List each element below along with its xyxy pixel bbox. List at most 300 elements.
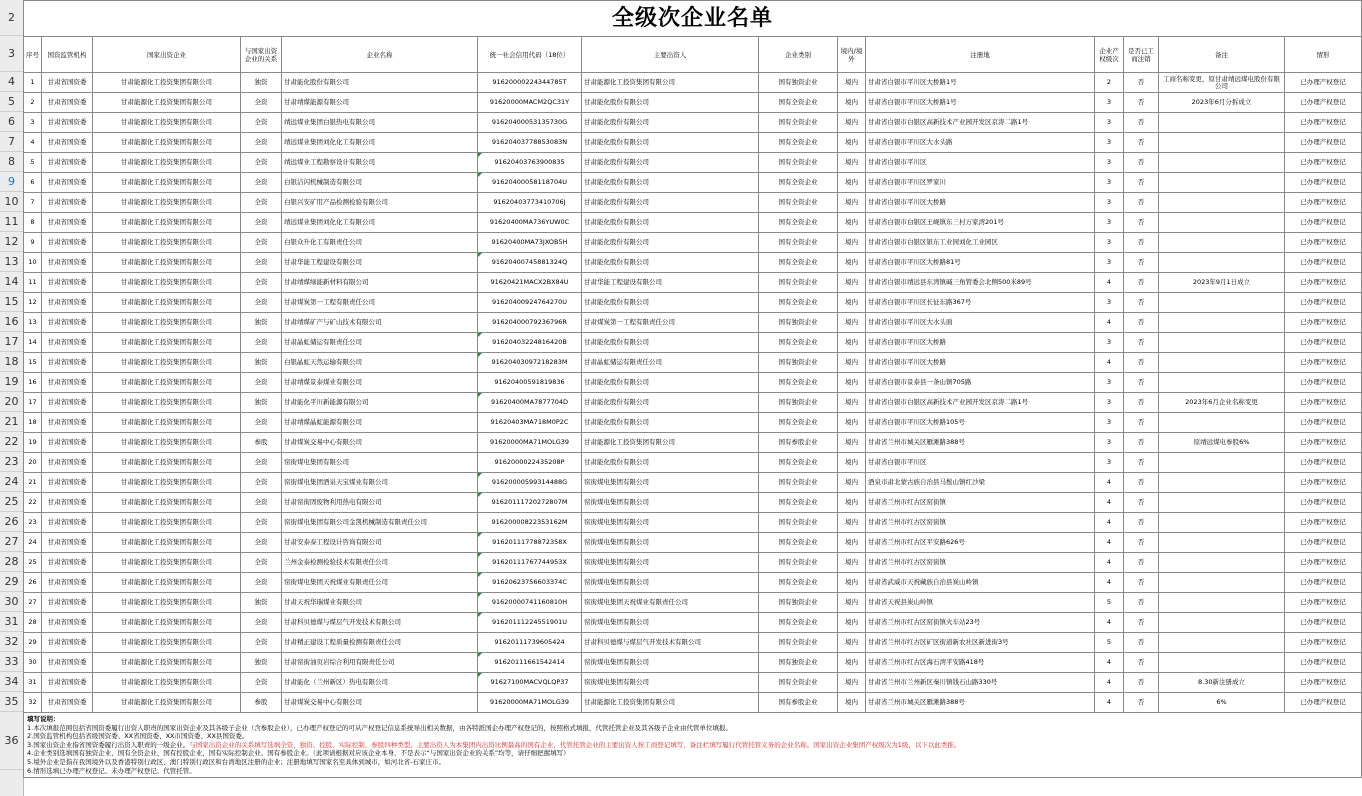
table-cell[interactable]: 已办理产权登记 (1285, 433, 1362, 453)
table-cell[interactable]: 甘肃窑街固废物利用热电有限公司 (282, 493, 478, 513)
table-cell[interactable]: 白银众升化工有限责任公司 (282, 233, 478, 253)
table-cell[interactable] (1159, 513, 1285, 533)
table-cell[interactable]: 28 (24, 613, 42, 633)
table-cell[interactable]: 国有全资企业 (759, 373, 838, 393)
table-cell[interactable]: 甘肃煤炭第一工程有限责任公司 (282, 293, 478, 313)
table-cell[interactable]: 全资 (241, 513, 282, 533)
table-cell[interactable]: 工商名称变更，原甘肃靖远煤电股份有限公司 (1159, 73, 1285, 93)
table-cell[interactable]: 甘肃省国资委 (42, 413, 93, 433)
column-header[interactable]: 境内/境外 (838, 37, 866, 73)
table-cell[interactable]: 甘肃省国资委 (42, 453, 93, 473)
table-cell[interactable]: 窑街煤电集团天祝煤业有限责任公司 (282, 573, 478, 593)
row-number[interactable]: 9 (0, 172, 23, 192)
table-cell[interactable]: 酒泉市肃北蒙古族自治县马鬃山镇红沙梁 (866, 473, 1095, 493)
table-cell[interactable] (1159, 593, 1285, 613)
table-cell[interactable]: 境内 (838, 633, 866, 653)
table-cell[interactable]: 8.30新注册成立 (1159, 673, 1285, 693)
table-cell[interactable]: 境内 (838, 353, 866, 373)
table-cell[interactable]: 甘肃华能工程建设有限公司 (282, 253, 478, 273)
table-cell[interactable]: 境内 (838, 433, 866, 453)
table-cell[interactable]: 全资 (241, 613, 282, 633)
table-cell[interactable]: 甘肃安泰泰工程设计咨询有限公司 (282, 533, 478, 553)
table-cell[interactable]: 否 (1124, 373, 1159, 393)
table-cell[interactable]: 4 (1095, 653, 1124, 673)
table-cell[interactable]: 甘肃能化股份有限公司 (582, 153, 759, 173)
table-cell[interactable]: 否 (1124, 133, 1159, 153)
table-cell[interactable]: 窑街煤电集团有限公司 (582, 673, 759, 693)
row-number[interactable]: 7 (0, 132, 23, 152)
table-cell[interactable]: 否 (1124, 513, 1159, 533)
table-cell[interactable]: 否 (1124, 253, 1159, 273)
table-cell[interactable]: 境内 (838, 233, 866, 253)
table-cell[interactable]: 全资 (241, 193, 282, 213)
table-cell[interactable]: 国有独资企业 (759, 353, 838, 373)
row-number[interactable]: 36 (0, 712, 23, 770)
row-number[interactable]: 18 (0, 352, 23, 372)
table-cell[interactable]: 国有独资企业 (759, 73, 838, 93)
table-cell[interactable]: 91620623756603374C (478, 573, 582, 593)
table-cell[interactable]: 境内 (838, 313, 866, 333)
column-header[interactable]: 主要出资人 (582, 37, 759, 73)
table-cell[interactable]: 靖远煤业集团刘化化工有限公司 (282, 213, 478, 233)
table-cell[interactable]: 甘肃省白银市平川区大桥路 (866, 333, 1095, 353)
column-header[interactable]: 国资监管机构 (42, 37, 93, 73)
table-cell[interactable]: 甘肃省兰州市红古区平安路626号 (866, 533, 1095, 553)
table-cell[interactable]: 3 (1095, 333, 1124, 353)
row-number[interactable]: 32 (0, 632, 23, 652)
table-cell[interactable]: 白银洁闪机械制造有限公司 (282, 173, 478, 193)
table-cell[interactable] (1159, 613, 1285, 633)
table-cell[interactable]: 3 (1095, 93, 1124, 113)
table-cell[interactable]: 否 (1124, 273, 1159, 293)
table-cell[interactable]: 否 (1124, 613, 1159, 633)
table-cell[interactable]: 已办理产权登记 (1285, 193, 1362, 213)
table-cell[interactable]: 原靖远煤电参股6% (1159, 433, 1285, 453)
table-cell[interactable]: 91620403097218283M (478, 353, 582, 373)
table-cell[interactable]: 甘肃天祝华瑞煤业有限公司 (282, 593, 478, 613)
table-cell[interactable]: 否 (1124, 393, 1159, 413)
table-cell[interactable]: 国有全资企业 (759, 173, 838, 193)
table-cell[interactable]: 甘肃省国资委 (42, 293, 93, 313)
table-cell[interactable]: 国有全资企业 (759, 133, 838, 153)
table-cell[interactable]: 否 (1124, 233, 1159, 253)
row-number[interactable]: 15 (0, 292, 23, 312)
table-cell[interactable]: 4 (24, 133, 42, 153)
table-cell[interactable]: 参股 (241, 693, 282, 713)
table-cell[interactable]: 否 (1124, 453, 1159, 473)
row-number[interactable]: 29 (0, 572, 23, 592)
table-cell[interactable]: 甘肃能源化工投资集团有限公司 (93, 273, 241, 293)
table-cell[interactable] (1159, 533, 1285, 553)
table-cell[interactable]: 全资 (241, 533, 282, 553)
table-cell[interactable]: 甘肃能源化工投资集团有限公司 (93, 233, 241, 253)
column-header[interactable]: 是否已工商注销 (1124, 37, 1159, 73)
table-cell[interactable] (1159, 133, 1285, 153)
table-cell[interactable]: 国有全资企业 (759, 553, 838, 573)
table-cell[interactable]: 窑街煤电集团有限公司 (582, 513, 759, 533)
table-cell[interactable]: 已办理产权登记 (1285, 133, 1362, 153)
table-cell[interactable] (1159, 413, 1285, 433)
row-number[interactable]: 35 (0, 692, 23, 712)
column-header[interactable]: 国家出资企业 (93, 37, 241, 73)
table-cell[interactable]: 3 (1095, 253, 1124, 273)
table-cell[interactable]: 已办理产权登记 (1285, 553, 1362, 573)
table-cell[interactable]: 否 (1124, 493, 1159, 513)
table-cell[interactable]: 甘肃省国资委 (42, 213, 93, 233)
table-cell[interactable]: 甘肃靖煤绿能新材料有限公司 (282, 273, 478, 293)
table-cell[interactable]: 2023年6月企业名称变更 (1159, 393, 1285, 413)
table-cell[interactable]: 国有全资企业 (759, 193, 838, 213)
table-cell[interactable]: 13 (24, 313, 42, 333)
table-cell[interactable]: 4 (1095, 673, 1124, 693)
table-cell[interactable]: 21 (24, 473, 42, 493)
table-cell[interactable]: 甘肃省兰州市城关区雁滩路388号 (866, 433, 1095, 453)
table-cell[interactable]: 境内 (838, 393, 866, 413)
table-cell[interactable]: 甘肃窑街油页岩综合利用有限责任公司 (282, 653, 478, 673)
table-cell[interactable]: 91620000MACM2QC31Y (478, 93, 582, 113)
column-header[interactable]: 统一社会信用代码（18位） (478, 37, 582, 73)
table-cell[interactable]: 国有全资企业 (759, 273, 838, 293)
table-cell[interactable]: 靖远煤业工程勘察设计有限公司 (282, 153, 478, 173)
table-cell[interactable]: 3 (1095, 433, 1124, 453)
table-cell[interactable]: 国有全资企业 (759, 493, 838, 513)
table-cell[interactable]: 甘肃省兰州市兰州新区秦川镇钱石山路330号 (866, 673, 1095, 693)
row-number[interactable]: 23 (0, 452, 23, 472)
table-cell[interactable]: 甘肃省国资委 (42, 593, 93, 613)
table-cell[interactable]: 15 (24, 353, 42, 373)
table-cell[interactable]: 境内 (838, 293, 866, 313)
table-cell[interactable]: 3 (1095, 293, 1124, 313)
table-cell[interactable]: 甘肃省国资委 (42, 133, 93, 153)
table-cell[interactable]: 甘肃省天祝县炭山岭镇 (866, 593, 1095, 613)
table-cell[interactable]: 国有全资企业 (759, 673, 838, 693)
table-cell[interactable]: 19 (24, 433, 42, 453)
table-cell[interactable]: 甘肃省白银市平川区长征东路367号 (866, 293, 1095, 313)
table-cell[interactable]: 甘肃省国资委 (42, 73, 93, 93)
table-cell[interactable]: 甘肃省国资委 (42, 393, 93, 413)
table-cell[interactable]: 国有全资企业 (759, 473, 838, 493)
table-cell[interactable]: 已办理产权登记 (1285, 453, 1362, 473)
table-cell[interactable]: 否 (1124, 93, 1159, 113)
table-cell[interactable]: 境内 (838, 513, 866, 533)
table-cell[interactable]: 否 (1124, 213, 1159, 233)
table-cell[interactable]: 甘肃省白银市平川区 (866, 453, 1095, 473)
table-cell[interactable]: 甘肃省国资委 (42, 93, 93, 113)
table-cell[interactable]: 境内 (838, 173, 866, 193)
table-cell[interactable]: 甘肃省国资委 (42, 673, 93, 693)
table-cell[interactable]: 4 (1095, 533, 1124, 553)
table-cell[interactable]: 境内 (838, 213, 866, 233)
table-cell[interactable]: 8 (24, 213, 42, 233)
table-cell[interactable]: 甘肃晶虹储运有限责任公司 (282, 333, 478, 353)
table-cell[interactable]: 甘肃能源化工投资集团有限公司 (582, 73, 759, 93)
table-cell[interactable]: 甘肃能源化工投资集团有限公司 (93, 353, 241, 373)
table-cell[interactable]: 独资 (241, 393, 282, 413)
table-cell[interactable] (1159, 193, 1285, 213)
table-cell[interactable]: 甘肃省白银市平川区大桥路81号 (866, 253, 1095, 273)
table-cell[interactable]: 独资 (241, 313, 282, 333)
table-cell[interactable]: 否 (1124, 353, 1159, 373)
table-cell[interactable]: 91620400745881324Q (478, 253, 582, 273)
table-cell[interactable]: 2023年9月1日成立 (1159, 273, 1285, 293)
table-cell[interactable]: 甘肃能源化工投资集团有限公司 (93, 93, 241, 113)
table-cell[interactable]: 已办理产权登记 (1285, 533, 1362, 553)
table-cell[interactable]: 甘肃能源化工投资集团有限公司 (93, 173, 241, 193)
table-cell[interactable]: 5 (1095, 633, 1124, 653)
table-cell[interactable]: 9162000022435208P (478, 453, 582, 473)
table-cell[interactable]: 甘肃省国资委 (42, 313, 93, 333)
table-cell[interactable]: 否 (1124, 673, 1159, 693)
table-cell[interactable]: 甘肃省国资委 (42, 553, 93, 573)
table-cell[interactable]: 全资 (241, 633, 282, 653)
row-number[interactable]: 22 (0, 432, 23, 452)
table-cell[interactable]: 境内 (838, 693, 866, 713)
table-cell[interactable]: 白银晶虹天然运输有限公司 (282, 353, 478, 373)
table-cell[interactable]: 甘肃能化股份有限公司 (582, 193, 759, 213)
table-cell[interactable]: 国有全资企业 (759, 533, 838, 553)
table-cell[interactable]: 甘肃能源化工投资集团有限公司 (93, 653, 241, 673)
table-cell[interactable]: 30 (24, 653, 42, 673)
table-cell[interactable]: 甘肃能化股份有限公司 (582, 373, 759, 393)
table-cell[interactable]: 甘肃能源化工投资集团有限公司 (93, 593, 241, 613)
table-cell[interactable]: 甘肃能化股份有限公司 (582, 133, 759, 153)
table-cell[interactable]: 已办理产权登记 (1285, 233, 1362, 253)
table-cell[interactable]: 91620000224344785T (478, 73, 582, 93)
table-cell[interactable] (1159, 493, 1285, 513)
column-header[interactable]: 企业类别 (759, 37, 838, 73)
table-cell[interactable]: 国有全资企业 (759, 233, 838, 253)
row-number[interactable]: 4 (0, 72, 23, 92)
table-cell[interactable]: 4 (1095, 473, 1124, 493)
table-cell[interactable]: 甘肃能化股份有限公司 (582, 393, 759, 413)
table-cell[interactable]: 甘肃省白银市平川区罗家川 (866, 173, 1095, 193)
column-header[interactable]: 与国家出资企业的关系 (241, 37, 282, 73)
table-cell[interactable] (1159, 253, 1285, 273)
table-cell[interactable]: 否 (1124, 153, 1159, 173)
table-cell[interactable]: 甘肃煤炭第一工程有限责任公司 (582, 313, 759, 333)
row-number[interactable]: 11 (0, 212, 23, 232)
table-cell[interactable]: 全资 (241, 493, 282, 513)
table-cell[interactable]: 31 (24, 673, 42, 693)
table-cell[interactable]: 境内 (838, 553, 866, 573)
table-cell[interactable]: 91620000822353162M (478, 513, 582, 533)
table-cell[interactable]: 91620111224551901U (478, 613, 582, 633)
table-cell[interactable]: 甘肃能化股份有限公司 (582, 453, 759, 473)
row-number[interactable]: 6 (0, 112, 23, 132)
row-number[interactable]: 2 (0, 0, 23, 36)
table-cell[interactable]: 境内 (838, 573, 866, 593)
table-cell[interactable]: 甘肃华能工程建设有限公司 (582, 273, 759, 293)
table-cell[interactable]: 甘肃能化股份有限公司 (582, 93, 759, 113)
table-cell[interactable]: 甘肃省白银市白银区高新技术产业园开发区京涛二路1号 (866, 393, 1095, 413)
table-cell[interactable]: 甘肃能源化工投资集团有限公司 (93, 533, 241, 553)
table-cell[interactable]: 26 (24, 573, 42, 593)
table-cell[interactable]: 91620400053135730G (478, 113, 582, 133)
table-cell[interactable]: 国有独资企业 (759, 313, 838, 333)
table-cell[interactable]: 否 (1124, 693, 1159, 713)
row-number[interactable]: 27 (0, 532, 23, 552)
table-cell[interactable]: 甘肃省国资委 (42, 513, 93, 533)
table-cell[interactable]: 已办理产权登记 (1285, 513, 1362, 533)
table-cell[interactable]: 已办理产权登记 (1285, 153, 1362, 173)
table-cell[interactable]: 18 (24, 413, 42, 433)
table-cell[interactable]: 国有独资企业 (759, 393, 838, 413)
table-cell[interactable]: 甘肃能源化工投资集团有限公司 (93, 493, 241, 513)
table-cell[interactable]: 全资 (241, 273, 282, 293)
table-cell[interactable]: 境内 (838, 133, 866, 153)
table-cell[interactable]: 10 (24, 253, 42, 273)
table-cell[interactable]: 甘肃省国资委 (42, 173, 93, 193)
table-cell[interactable]: 23 (24, 513, 42, 533)
table-cell[interactable] (1159, 573, 1285, 593)
table-cell[interactable]: 甘肃能源化工投资集团有限公司 (93, 333, 241, 353)
table-cell[interactable]: 国有参股企业 (759, 433, 838, 453)
table-cell[interactable]: 甘肃省白银市平川区大水头路 (866, 133, 1095, 153)
row-number[interactable]: 8 (0, 152, 23, 172)
table-cell[interactable]: 已办理产权登记 (1285, 673, 1362, 693)
table-cell[interactable]: 14 (24, 333, 42, 353)
table-cell[interactable]: 甘肃能化股份有限公司 (582, 253, 759, 273)
table-cell[interactable]: 否 (1124, 113, 1159, 133)
row-number[interactable]: 26 (0, 512, 23, 532)
table-cell[interactable]: 6 (24, 173, 42, 193)
table-cell[interactable]: 已办理产权登记 (1285, 633, 1362, 653)
table-cell[interactable] (1159, 653, 1285, 673)
table-cell[interactable]: 否 (1124, 313, 1159, 333)
table-cell[interactable]: 甘肃省白银市平川区大桥路 (866, 193, 1095, 213)
table-cell[interactable]: 境内 (838, 253, 866, 273)
table-cell[interactable] (1159, 453, 1285, 473)
table-cell[interactable]: 窑街煤电集团有限公司 (582, 473, 759, 493)
row-number[interactable]: 20 (0, 392, 23, 412)
table-cell[interactable]: 甘肃省白银市平川区大桥路105号 (866, 413, 1095, 433)
table-cell[interactable]: 20 (24, 453, 42, 473)
table-cell[interactable]: 甘肃靖煤能源有限公司 (282, 93, 478, 113)
table-cell[interactable]: 国有全资企业 (759, 213, 838, 233)
table-cell[interactable] (1159, 153, 1285, 173)
table-cell[interactable]: 甘肃省白银市白银区银东工业园刘化工业园区 (866, 233, 1095, 253)
table-cell[interactable]: 甘肃靖煤矿产与矿山技术有限公司 (282, 313, 478, 333)
table-cell[interactable]: 全资 (241, 153, 282, 173)
table-cell[interactable]: 29 (24, 633, 42, 653)
table-cell[interactable]: 已办理产权登记 (1285, 653, 1362, 673)
table-cell[interactable]: 国有全资企业 (759, 293, 838, 313)
table-cell[interactable]: 3 (1095, 413, 1124, 433)
table-cell[interactable]: 否 (1124, 333, 1159, 353)
table-cell[interactable]: 91620400924764270U (478, 293, 582, 313)
table-cell[interactable]: 91620403224816420B (478, 333, 582, 353)
table-cell[interactable]: 甘肃能源化工投资集团有限公司 (93, 113, 241, 133)
table-cell[interactable]: 甘肃能源化工投资集团有限公司 (93, 73, 241, 93)
table-cell[interactable]: 甘肃省国资委 (42, 533, 93, 553)
table-cell[interactable]: 已办理产权登记 (1285, 333, 1362, 353)
table-cell[interactable]: 甘肃省白银市平川区 (866, 153, 1095, 173)
table-cell[interactable]: 否 (1124, 433, 1159, 453)
table-cell[interactable]: 否 (1124, 173, 1159, 193)
table-cell[interactable]: 22 (24, 493, 42, 513)
table-cell[interactable]: 全资 (241, 173, 282, 193)
table-cell[interactable]: 甘肃能源化工投资集团有限公司 (93, 193, 241, 213)
row-number[interactable]: 10 (0, 192, 23, 212)
table-cell[interactable]: 甘肃省白银市平川区大水头面 (866, 313, 1095, 333)
table-cell[interactable]: 全资 (241, 553, 282, 573)
table-cell[interactable]: 全资 (241, 573, 282, 593)
table-cell[interactable] (1159, 213, 1285, 233)
table-cell[interactable]: 甘肃省白银市平川区大桥路 (866, 353, 1095, 373)
table-cell[interactable]: 窑街煤电集团天祝煤业有限责任公司 (582, 593, 759, 613)
table-cell[interactable]: 已办理产权登记 (1285, 173, 1362, 193)
table-cell[interactable]: 窑街煤电集团有限公司金凯机械制造有限责任公司 (282, 513, 478, 533)
table-cell[interactable]: 境内 (838, 413, 866, 433)
table-cell[interactable]: 91620421MACX2BX84U (478, 273, 582, 293)
table-cell[interactable]: 91620403773410706J (478, 193, 582, 213)
table-cell[interactable] (1159, 633, 1285, 653)
table-cell[interactable]: 甘肃能化股份有限公司 (582, 213, 759, 233)
table-cell[interactable]: 境内 (838, 593, 866, 613)
table-cell[interactable]: 甘肃省白银市平川区大桥路1号 (866, 73, 1095, 93)
table-cell[interactable]: 甘肃能源化工投资集团有限公司 (93, 433, 241, 453)
table-cell[interactable]: 甘肃能化股份有限公司 (282, 73, 478, 93)
table-cell[interactable]: 甘肃能化股份有限公司 (582, 333, 759, 353)
table-cell[interactable]: 靖远煤业集团刘化化工有限公司 (282, 133, 478, 153)
table-cell[interactable]: 甘肃省国资委 (42, 113, 93, 133)
table-cell[interactable]: 91620400079236796R (478, 313, 582, 333)
table-cell[interactable]: 国有全资企业 (759, 93, 838, 113)
table-cell[interactable]: 已办理产权登记 (1285, 413, 1362, 433)
table-cell[interactable]: 国有参股企业 (759, 693, 838, 713)
table-cell[interactable]: 4 (1095, 693, 1124, 713)
table-cell[interactable]: 境内 (838, 153, 866, 173)
table-cell[interactable]: 甘肃省国资委 (42, 613, 93, 633)
table-cell[interactable]: 4 (1095, 273, 1124, 293)
table-cell[interactable]: 参股 (241, 433, 282, 453)
table-cell[interactable]: 3 (1095, 193, 1124, 213)
table-cell[interactable]: 全资 (241, 373, 282, 393)
table-cell[interactable]: 全资 (241, 293, 282, 313)
table-cell[interactable]: 6% (1159, 693, 1285, 713)
table-cell[interactable]: 甘肃省武威市天祝藏族自治县炭山岭镇 (866, 573, 1095, 593)
table-cell[interactable]: 境内 (838, 193, 866, 213)
table-cell[interactable]: 否 (1124, 473, 1159, 493)
table-cell[interactable]: 境内 (838, 473, 866, 493)
table-cell[interactable]: 91620111778872358X (478, 533, 582, 553)
table-cell[interactable]: 91620000599314488G (478, 473, 582, 493)
table-cell[interactable]: 甘肃能源化工投资集团有限公司 (93, 133, 241, 153)
table-cell[interactable]: 甘肃省兰州市红古区矿区街道新农社区新进街3号 (866, 633, 1095, 653)
table-cell[interactable]: 甘肃能源化工投资集团有限公司 (93, 293, 241, 313)
table-cell[interactable]: 4 (1095, 613, 1124, 633)
row-number[interactable]: 30 (0, 592, 23, 612)
table-cell[interactable]: 4 (1095, 353, 1124, 373)
table-cell[interactable]: 境内 (838, 453, 866, 473)
table-cell[interactable]: 否 (1124, 653, 1159, 673)
table-cell[interactable] (1159, 353, 1285, 373)
table-cell[interactable]: 4 (1095, 493, 1124, 513)
table-cell[interactable]: 全资 (241, 213, 282, 233)
table-cell[interactable]: 91620111661542414 (478, 653, 582, 673)
table-cell[interactable]: 25 (24, 553, 42, 573)
table-cell[interactable]: 甘肃能源化工投资集团有限公司 (93, 693, 241, 713)
table-cell[interactable]: 甘肃省国资委 (42, 353, 93, 373)
table-cell[interactable]: 17 (24, 393, 42, 413)
column-header[interactable]: 情形 (1285, 37, 1362, 73)
table-cell[interactable]: 已办理产权登记 (1285, 73, 1362, 93)
row-number[interactable]: 16 (0, 312, 23, 332)
table-cell[interactable]: 3 (1095, 153, 1124, 173)
table-cell[interactable]: 甘肃靖煤晶虹能源有限公司 (282, 413, 478, 433)
table-cell[interactable]: 甘肃煤炭交易中心有限公司 (282, 433, 478, 453)
table-cell[interactable]: 全资 (241, 453, 282, 473)
